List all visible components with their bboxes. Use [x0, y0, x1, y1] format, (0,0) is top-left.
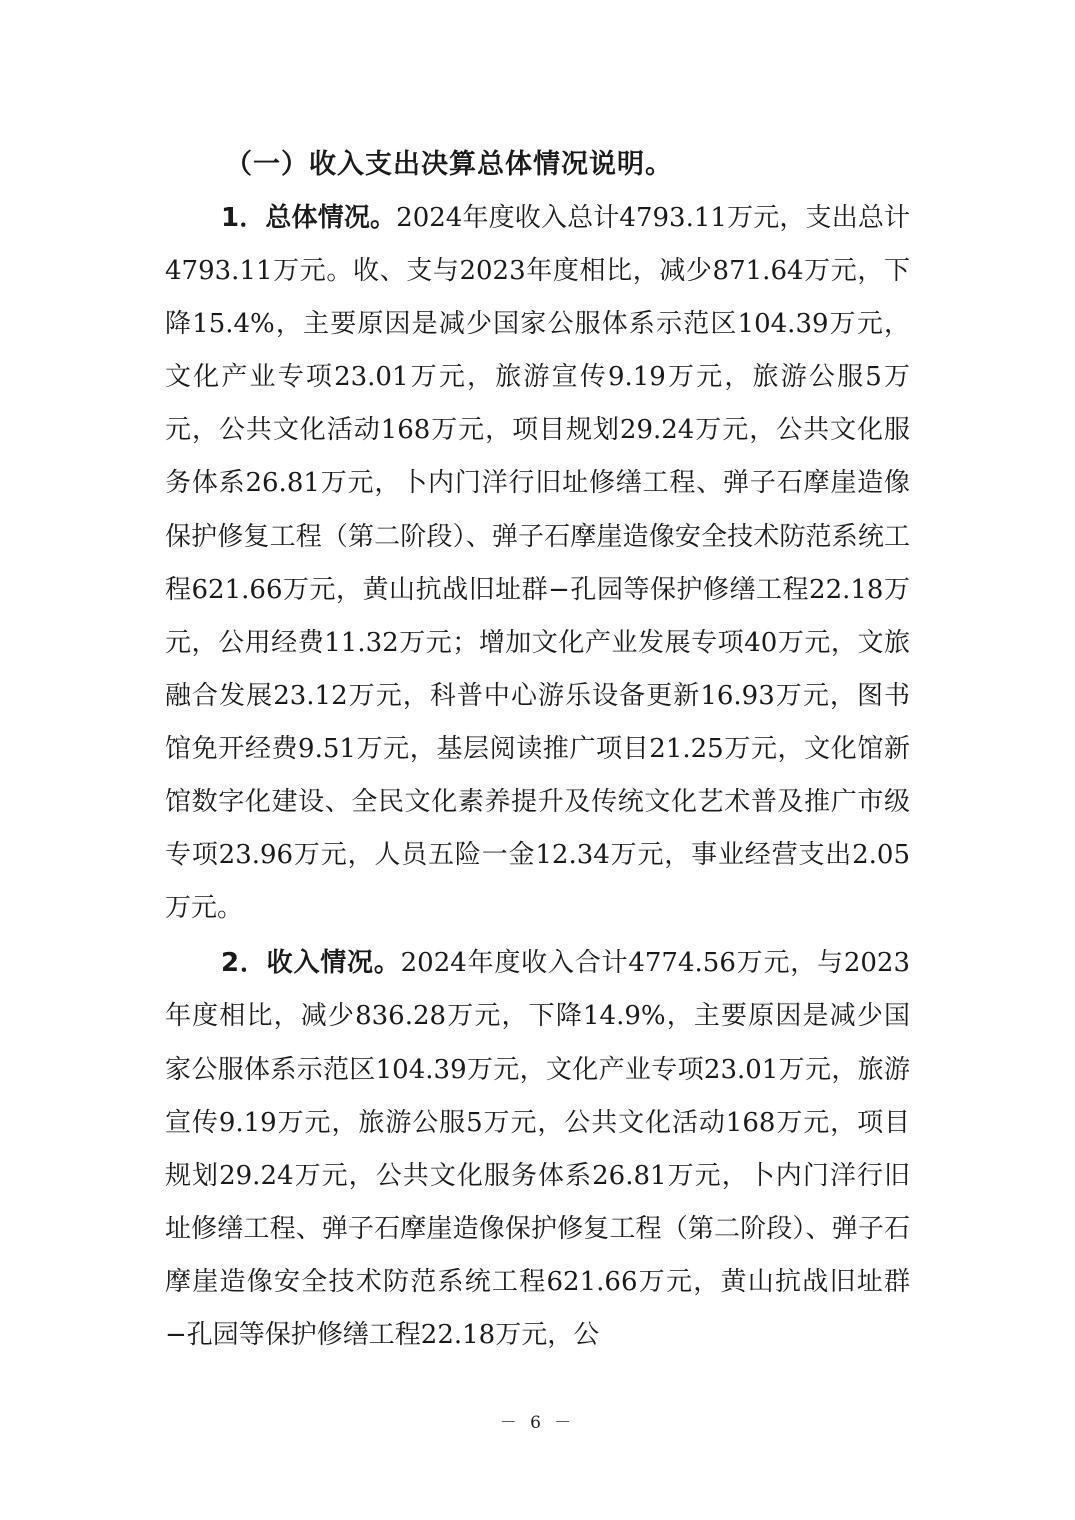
paragraph-body: 2024年度收入总计4793.11万元，支出总计4793.11万元。收、支与2023年度相比，减少871.64万元，下降15.4%，主要原因是减少国家公服体系示范区104.39万元，文化产业专项23.01万元，旅游宣传9.19万元，旅游公服5万元，公共文化活动168万元，项目规划29.24万元，公共文化服务体系26.81万元，卜内门洋行旧址修缮工程、弹子石摩崖造像保护修复工程（第二阶段）、弹子石摩崖造像安全技术防范系统工程621.66万元，黄山抗战旧址群−孔园等保护修缮工程22.18万元，公用经费11.32万元；增加文化产业发展专项40万元，文旅融合发展23.12万元，科普中心游乐设备更新16.93万元，图书馆免开经费9.51万元，基层阅读推广项目21.25万元，文化馆新馆数字化建设、全民文化素养提升及传统文化艺术普及推广市级专项23.96万元，人员五险一金12.34万元，事业经营支出2.05万元。 — [165, 203, 911, 924]
section-title: （一）收入支出决算总体情况说明。 — [225, 149, 673, 180]
paragraph-income — [165, 937, 910, 1362]
paragraph-body: 2024年度收入合计4774.56万元，与2023年度相比，减少836.28万元，下降14.9%，主要原因是减少国家公服体系示范区104.39万元，文化产业专项23.01万元，旅游宣传9.19万元，旅游公服5万元，公共文化活动168万元，项目规划29.24万元，公共文化服务体系26.81万元，卜内门洋行旧址修缮工程、弹子石摩崖造像保护修复工程（第二阶段）、弹子石摩崖造像安全技术防范系统工程621.66万元，黄山抗战旧址群−孔园等保护修缮工程22.18万元，公 — [165, 948, 910, 1350]
page-number: － 6 － — [499, 1413, 576, 1433]
paragraph-lead: 2．收入情况。 — [221, 948, 401, 979]
document-page — [165, 140, 910, 1362]
paragraph-overall — [165, 192, 910, 935]
paragraph-lead: 1．总体情况。 — [221, 203, 397, 233]
